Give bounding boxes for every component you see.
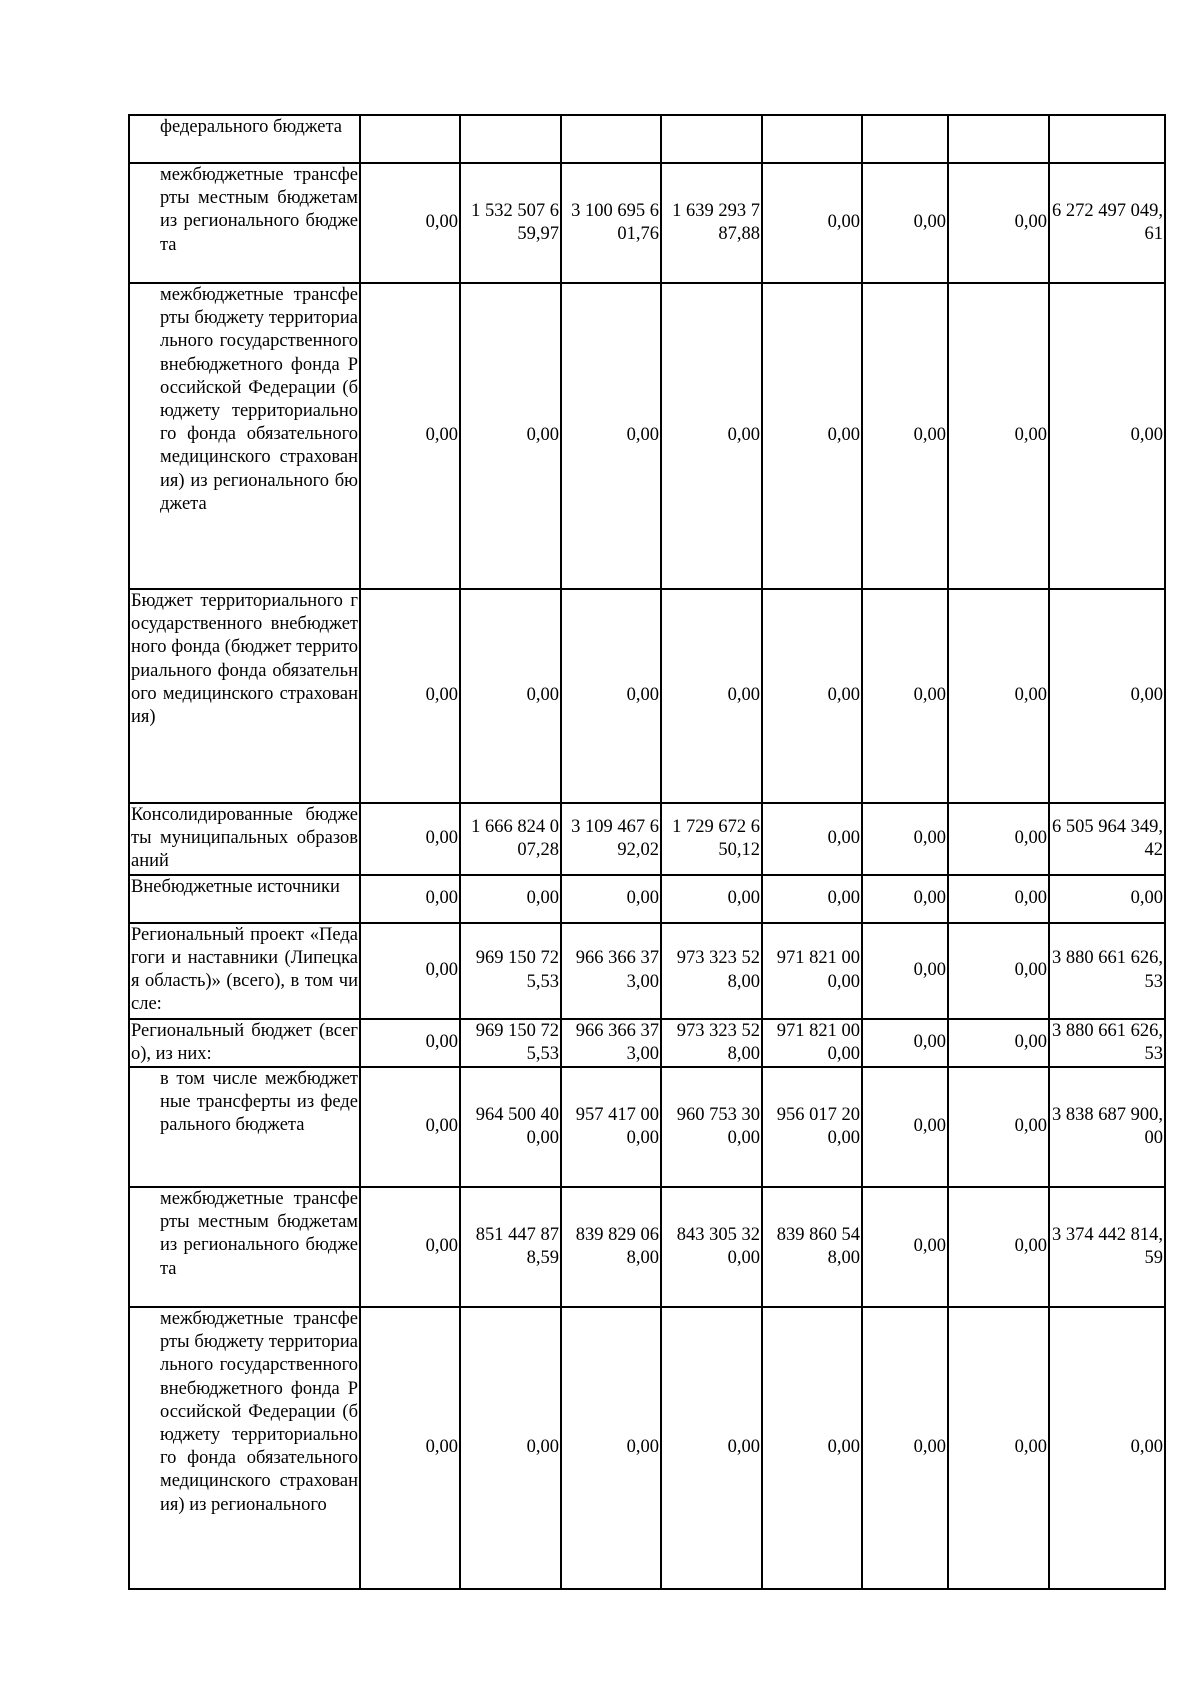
value-cell: 6 272 497 049,61 (1049, 163, 1165, 283)
value-cell: 0,00 (762, 1307, 862, 1589)
value-cell: 0,00 (360, 1067, 460, 1187)
row-label: Консолидированные бюджеты муниципальных образований (131, 805, 358, 872)
value-cell: 0,00 (862, 923, 948, 1019)
row-label: Бюджет территориального государственного внебюджетного фонда (бюджет территориального фонда обязательного медицинского страхования) (131, 591, 358, 728)
value-cell: 0,00 (948, 875, 1049, 923)
budget-table-body (129, 115, 1165, 1589)
value-cell: 0,00 (948, 1067, 1049, 1187)
row-label-cell (129, 803, 360, 875)
value-cell: 0,00 (948, 923, 1049, 1019)
value-cell: 3 109 467 692,02 (561, 803, 661, 875)
value-cell: 0,00 (862, 283, 948, 589)
value-cell: 956 017 200,00 (762, 1067, 862, 1187)
value-cell: 0,00 (1049, 1307, 1165, 1589)
value-cell (661, 115, 762, 163)
table-row (129, 875, 1165, 923)
value-cell: 973 323 528,00 (661, 1019, 762, 1067)
table-row (129, 283, 1165, 589)
value-cell (561, 115, 661, 163)
value-cell: 0,00 (360, 1307, 460, 1589)
value-cell: 0,00 (661, 283, 762, 589)
value-cell: 839 829 068,00 (561, 1187, 661, 1307)
value-cell: 0,00 (360, 875, 460, 923)
value-cell: 971 821 000,00 (762, 1019, 862, 1067)
value-cell: 1 532 507 659,97 (460, 163, 561, 283)
value-cell: 0,00 (862, 1187, 948, 1307)
row-label-cell (129, 1019, 360, 1067)
value-cell: 0,00 (762, 803, 862, 875)
table-row (129, 163, 1165, 283)
row-label-cell (129, 1307, 360, 1589)
value-cell: 0,00 (460, 283, 561, 589)
row-label-cell (129, 163, 360, 283)
row-label-cell (129, 875, 360, 923)
value-cell: 964 500 400,00 (460, 1067, 561, 1187)
value-cell (762, 115, 862, 163)
table-row (129, 1019, 1165, 1067)
value-cell: 0,00 (762, 589, 862, 803)
value-cell: 0,00 (948, 163, 1049, 283)
value-cell: 0,00 (948, 1019, 1049, 1067)
budget-table (128, 114, 1166, 1590)
value-cell: 839 860 548,00 (762, 1187, 862, 1307)
value-cell: 0,00 (948, 1187, 1049, 1307)
row-label: в том числе межбюджетные трансферты из федерального бюджета (160, 1069, 358, 1136)
row-label: федерального бюджета (160, 117, 343, 137)
value-cell: 969 150 725,53 (460, 1019, 561, 1067)
value-cell: 0,00 (360, 1187, 460, 1307)
row-label-cell (129, 589, 360, 803)
value-cell: 0,00 (862, 1019, 948, 1067)
value-cell: 851 447 878,59 (460, 1187, 561, 1307)
value-cell: 0,00 (661, 875, 762, 923)
value-cell: 3 880 661 626,53 (1049, 1019, 1165, 1067)
row-label-cell (129, 1187, 360, 1307)
value-cell: 0,00 (948, 803, 1049, 875)
value-cell: 1 639 293 787,88 (661, 163, 762, 283)
value-cell: 0,00 (862, 1307, 948, 1589)
value-cell: 0,00 (460, 589, 561, 803)
value-cell: 957 417 000,00 (561, 1067, 661, 1187)
value-cell: 0,00 (1049, 589, 1165, 803)
table-row (129, 1187, 1165, 1307)
value-cell: 0,00 (561, 1307, 661, 1589)
value-cell: 969 150 725,53 (460, 923, 561, 1019)
value-cell: 966 366 373,00 (561, 1019, 661, 1067)
value-cell: 0,00 (1049, 875, 1165, 923)
value-cell: 0,00 (862, 589, 948, 803)
value-cell: 0,00 (360, 923, 460, 1019)
value-cell: 0,00 (360, 589, 460, 803)
value-cell: 0,00 (561, 283, 661, 589)
value-cell: 3 374 442 814,59 (1049, 1187, 1165, 1307)
value-cell: 960 753 300,00 (661, 1067, 762, 1187)
value-cell: 966 366 373,00 (561, 923, 661, 1019)
value-cell: 0,00 (360, 163, 460, 283)
value-cell (862, 115, 948, 163)
row-label-cell (129, 923, 360, 1019)
table-row (129, 803, 1165, 875)
value-cell: 971 821 000,00 (762, 923, 862, 1019)
table-row (129, 923, 1165, 1019)
value-cell: 0,00 (762, 283, 862, 589)
row-label: межбюджетные трансферты местным бюджетам из регионального бюджета (160, 165, 358, 255)
value-cell: 0,00 (862, 1067, 948, 1187)
value-cell: 973 323 528,00 (661, 923, 762, 1019)
value-cell: 0,00 (661, 1307, 762, 1589)
value-cell: 843 305 320,00 (661, 1187, 762, 1307)
value-cell: 0,00 (460, 875, 561, 923)
value-cell: 3 880 661 626,53 (1049, 923, 1165, 1019)
row-label-cell (129, 115, 360, 163)
value-cell: 0,00 (561, 589, 661, 803)
value-cell: 0,00 (360, 803, 460, 875)
table-row (129, 589, 1165, 803)
value-cell: 3 838 687 900,00 (1049, 1067, 1165, 1187)
value-cell: 0,00 (762, 875, 862, 923)
value-cell: 0,00 (762, 163, 862, 283)
value-cell: 0,00 (948, 589, 1049, 803)
value-cell (1049, 115, 1165, 163)
value-cell: 3 100 695 601,76 (561, 163, 661, 283)
value-cell: 0,00 (862, 803, 948, 875)
value-cell: 0,00 (360, 1019, 460, 1067)
value-cell (460, 115, 561, 163)
value-cell: 0,00 (948, 283, 1049, 589)
value-cell: 0,00 (1049, 283, 1165, 589)
value-cell: 0,00 (360, 283, 460, 589)
value-cell: 6 505 964 349,42 (1049, 803, 1165, 875)
row-label: Внебюджетные источники (131, 876, 340, 897)
value-cell: 0,00 (561, 875, 661, 923)
row-label: межбюджетные трансферты бюджету территориального государственного внебюджетного фонда Российской Федерации (бюджету территориального фонда обязательного медицинского страхования) из регионального (160, 1309, 358, 1515)
value-cell (948, 115, 1049, 163)
value-cell: 1 666 824 007,28 (460, 803, 561, 875)
value-cell (360, 115, 460, 163)
row-label-cell (129, 283, 360, 589)
table-row (129, 1067, 1165, 1187)
row-label: Региональный проект «Педагоги и наставники (Липецкая область)» (всего), в том числе: (131, 924, 358, 1015)
value-cell: 0,00 (862, 163, 948, 283)
row-label: межбюджетные трансферты бюджету территориального государственного внебюджетного фонда Российской Федерации (бюджету территориального фонда обязательного медицинского страхования) из регионального бюджета (160, 285, 358, 514)
row-label: межбюджетные трансферты местным бюджетам из регионального бюджета (160, 1189, 358, 1279)
value-cell: 0,00 (948, 1307, 1049, 1589)
value-cell: 1 729 672 650,12 (661, 803, 762, 875)
row-label: Региональный бюджет (всего), из них: (131, 1020, 358, 1064)
value-cell: 0,00 (862, 875, 948, 923)
value-cell: 0,00 (661, 589, 762, 803)
row-label-cell (129, 1067, 360, 1187)
table-row (129, 1307, 1165, 1589)
table-row (129, 115, 1165, 163)
value-cell: 0,00 (460, 1307, 561, 1589)
